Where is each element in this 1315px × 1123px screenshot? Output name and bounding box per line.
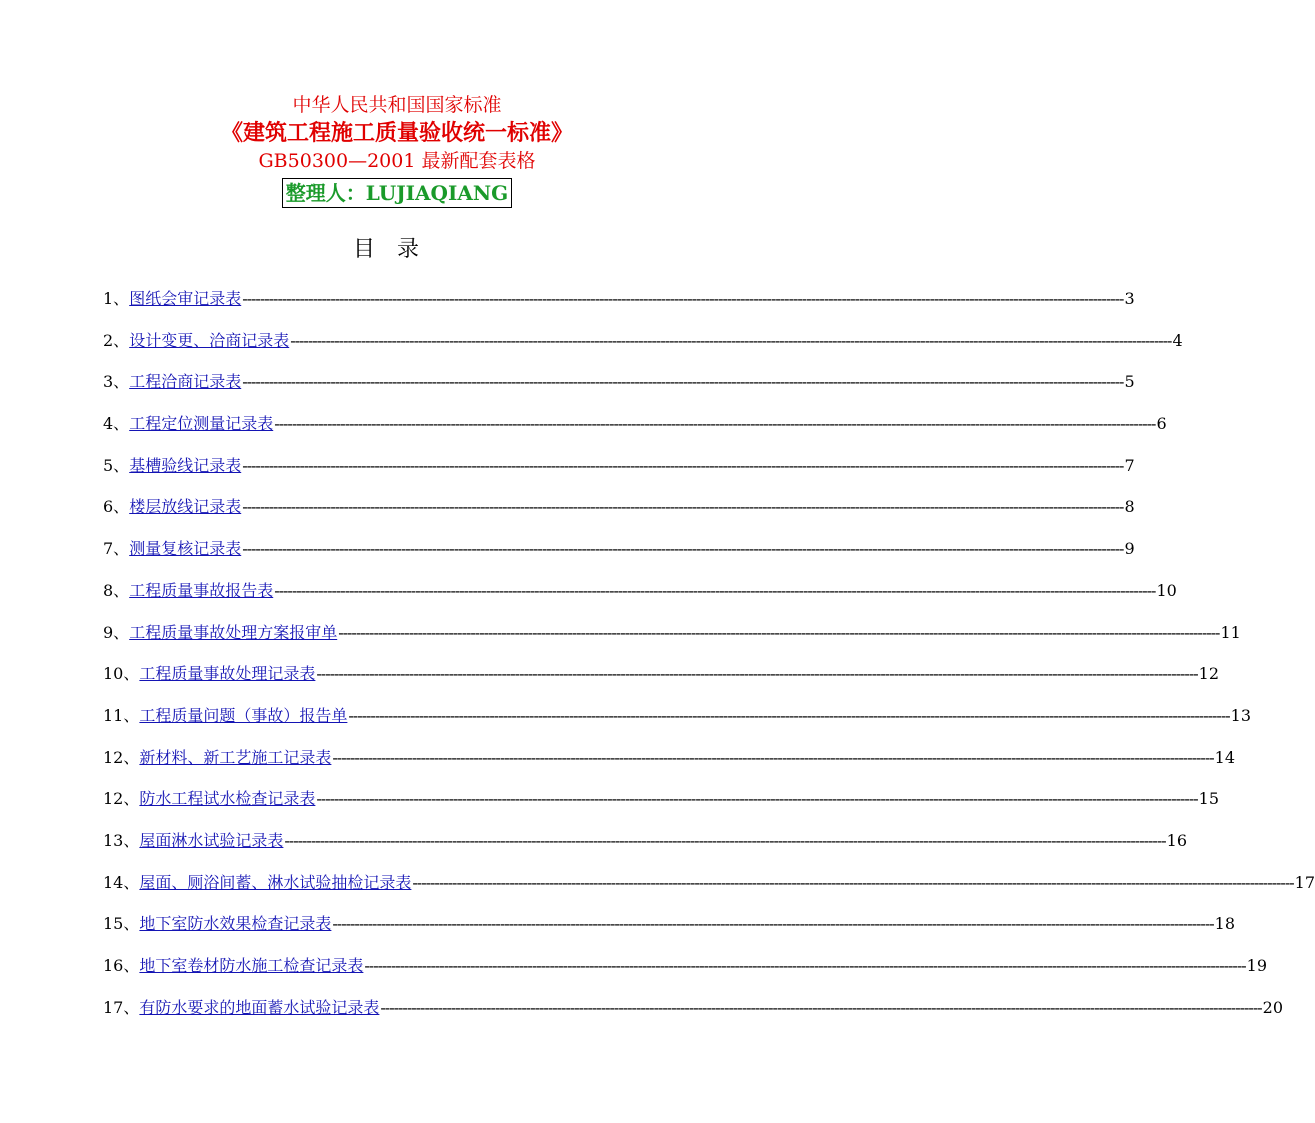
toc-leader-dashes: --------------------------------------------------------------------------------------------------------------------------------------------------------------------------------------------------------	[274, 414, 1156, 434]
toc-leader-dashes: --------------------------------------------------------------------------------------------------------------------------------------------------------------------------------------------------------	[332, 747, 1214, 767]
toc-title: 目录	[352, 237, 441, 262]
toc-page-number: 12	[1198, 664, 1219, 684]
toc-page-number: 9	[1124, 539, 1135, 559]
toc-entry	[103, 703, 1251, 745]
toc-page-number: 11	[1220, 622, 1241, 642]
toc-page-number: 7	[1124, 455, 1135, 475]
toc-leader-dashes: --------------------------------------------------------------------------------------------------------------------------------------------------------------------------------------------------------	[380, 997, 1262, 1017]
toc-page-number: 3	[1124, 289, 1135, 308]
toc-entry-number: 17、	[103, 997, 140, 1017]
toc-leader-dashes: --------------------------------------------------------------------------------------------------------------------------------------------------------------------------------------------------------	[332, 914, 1214, 934]
toc-entry-number: 11、	[103, 705, 140, 725]
toc-entry	[103, 870, 1315, 912]
toc-page-number: 20	[1262, 997, 1283, 1017]
toc-entry-link[interactable]: 地下室卷材防水施工检查记录表	[139, 956, 364, 975]
toc-entry-number: 3、	[103, 372, 130, 392]
document-header	[0, 92, 794, 208]
toc-entry-link[interactable]: 基槽验线记录表	[129, 455, 242, 475]
toc-entry	[103, 953, 1267, 995]
toc-entry	[103, 453, 1135, 495]
toc-entry-number: 12、	[103, 789, 140, 809]
toc-entry-link[interactable]: 楼层放线记录表	[129, 497, 242, 517]
toc-entry-link[interactable]: 屋面、厕浴间蓄、淋水试验抽检记录表	[139, 872, 412, 892]
toc-entry	[103, 494, 1135, 536]
toc-leader-dashes: --------------------------------------------------------------------------------------------------------------------------------------------------------------------------------------------------------	[242, 497, 1124, 517]
toc-page-number: 17	[1294, 872, 1315, 892]
toc-leader-dashes: --------------------------------------------------------------------------------------------------------------------------------------------------------------------------------------------------------	[348, 705, 1230, 725]
toc-page-number: 19	[1246, 956, 1267, 975]
toc-entry-link[interactable]: 测量复核记录表	[129, 539, 242, 559]
toc-page-number: 14	[1214, 747, 1235, 767]
toc-entry	[103, 786, 1219, 828]
toc-entry	[103, 661, 1219, 703]
toc-leader-dashes: --------------------------------------------------------------------------------------------------------------------------------------------------------------------------------------------------------	[412, 872, 1294, 892]
toc-entry	[103, 828, 1187, 870]
toc-leader-dashes: --------------------------------------------------------------------------------------------------------------------------------------------------------------------------------------------------------	[316, 664, 1198, 684]
toc-entry	[103, 995, 1283, 1037]
toc-page-number: 10	[1156, 580, 1177, 600]
toc-entry-number: 9、	[103, 622, 130, 642]
toc-entry-link[interactable]: 工程质量事故处理记录表	[139, 664, 316, 684]
toc-leader-dashes: --------------------------------------------------------------------------------------------------------------------------------------------------------------------------------------------------------	[274, 580, 1156, 600]
toc-entry-link[interactable]: 屋面淋水试验记录表	[139, 830, 284, 850]
toc-page-number: 5	[1124, 372, 1135, 392]
toc-entry	[103, 620, 1241, 662]
toc-entry-number: 13、	[103, 830, 140, 850]
toc-leader-dashes: --------------------------------------------------------------------------------------------------------------------------------------------------------------------------------------------------------	[316, 789, 1198, 809]
toc-page-number: 15	[1198, 789, 1219, 809]
toc-entry-number: 12、	[103, 747, 140, 767]
toc-entry-number: 14、	[103, 872, 140, 892]
toc-entry-number: 7、	[103, 539, 130, 559]
toc-entry-link[interactable]: 图纸会审记录表	[129, 289, 242, 308]
toc-page-number: 4	[1172, 330, 1183, 350]
standard-code: GB50300—2001 最新配套表格	[258, 150, 536, 172]
toc-leader-dashes: --------------------------------------------------------------------------------------------------------------------------------------------------------------------------------------------------------	[242, 455, 1124, 475]
toc-entry-link[interactable]: 工程质量问题（事故）报告单	[139, 705, 348, 725]
toc-page-number: 16	[1166, 830, 1187, 850]
toc-leader-dashes: --------------------------------------------------------------------------------------------------------------------------------------------------------------------------------------------------------	[338, 622, 1220, 642]
toc-entry-link[interactable]: 工程质量事故报告表	[129, 580, 274, 600]
toc-entry	[103, 911, 1235, 953]
toc-entry-link[interactable]: 有防水要求的地面蓄水试验记录表	[139, 997, 380, 1017]
toc-leader-dashes: --------------------------------------------------------------------------------------------------------------------------------------------------------------------------------------------------------	[242, 372, 1124, 392]
toc-entry-number: 16、	[103, 956, 140, 975]
toc-entry-number: 8、	[103, 580, 130, 600]
toc-page-number: 13	[1230, 705, 1251, 725]
toc-entry	[103, 411, 1167, 453]
toc-entry-link[interactable]: 工程洽商记录表	[129, 372, 242, 392]
toc-leader-dashes: --------------------------------------------------------------------------------------------------------------------------------------------------------------------------------------------------------	[364, 956, 1246, 975]
toc-leader-dashes: --------------------------------------------------------------------------------------------------------------------------------------------------------------------------------------------------------	[242, 539, 1124, 559]
toc-entry	[103, 745, 1235, 787]
toc-entry-link[interactable]: 防水工程试水检查记录表	[139, 789, 316, 809]
standard-line: 中华人民共和国国家标准	[292, 94, 502, 116]
toc-entry-number: 4、	[103, 414, 130, 434]
standard-title: 《建筑工程施工质量验收统一标准》	[220, 120, 573, 146]
toc-entry	[103, 286, 1135, 328]
toc-entry-number: 6、	[103, 497, 130, 517]
toc-leader-dashes: --------------------------------------------------------------------------------------------------------------------------------------------------------------------------------------------------------	[284, 830, 1166, 850]
toc-entry-link[interactable]: 工程定位测量记录表	[129, 414, 274, 434]
toc-entry-link[interactable]: 设计变更、洽商记录表	[129, 330, 290, 350]
table-of-contents	[103, 286, 1315, 1036]
toc-entry-link[interactable]: 工程质量事故处理方案报审单	[129, 622, 338, 642]
toc-page-number: 6	[1156, 414, 1167, 434]
toc-entry-number: 15、	[103, 914, 140, 934]
toc-entry-number: 5、	[103, 455, 130, 475]
toc-entry-number: 1、	[103, 289, 130, 308]
toc-leader-dashes: --------------------------------------------------------------------------------------------------------------------------------------------------------------------------------------------------------	[242, 289, 1124, 308]
toc-entry-link[interactable]: 新材料、新工艺施工记录表	[139, 747, 332, 767]
toc-leader-dashes: --------------------------------------------------------------------------------------------------------------------------------------------------------------------------------------------------------	[290, 330, 1172, 350]
toc-entry-number: 2、	[103, 330, 130, 350]
toc-page-number: 8	[1124, 497, 1135, 517]
toc-entry-link[interactable]: 地下室防水效果检查记录表	[139, 914, 332, 934]
author-box: 整理人：LUJIAQIANG	[282, 178, 512, 208]
toc-entry	[103, 578, 1177, 620]
toc-entry	[103, 369, 1135, 411]
toc-page-number: 18	[1214, 914, 1235, 934]
toc-entry	[103, 536, 1135, 578]
toc-entry-number: 10、	[103, 664, 140, 684]
toc-entry	[103, 328, 1183, 370]
